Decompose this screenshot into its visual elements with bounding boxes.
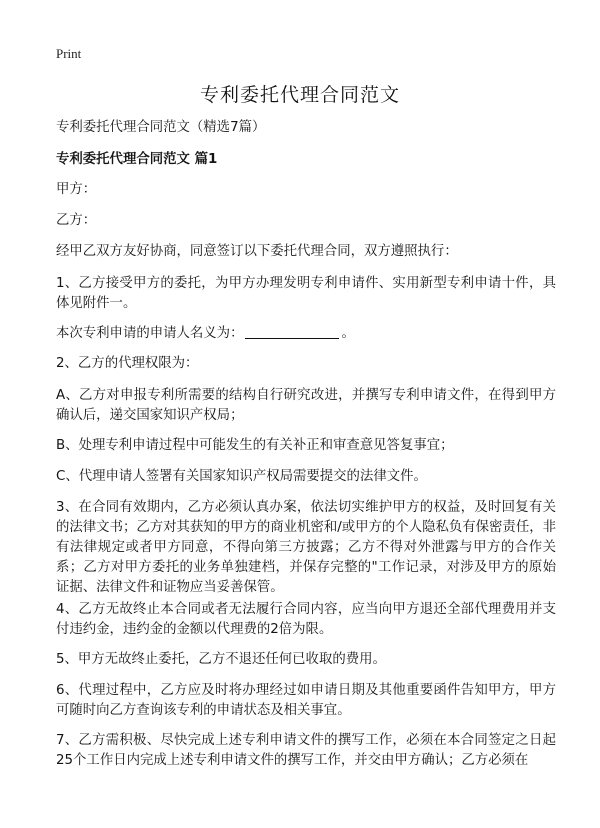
clause-2c: C、代理申请人签署有关国家知识产权局需要提交的法律文件。 <box>56 469 427 484</box>
applicant-suffix: 。 <box>341 326 355 341</box>
print-label[interactable]: Print <box>56 46 82 61</box>
clause-2: 2、乙方的代理权限为： <box>56 356 199 371</box>
intro-paragraph: 经甲乙双方友好协商，同意签订以下委托代理合同，双方遵照执行： <box>56 244 458 259</box>
party-a-line: 甲方： <box>56 182 97 197</box>
document-title: 专利委托代理合同范文 <box>199 84 400 106</box>
clause-2a: A、乙方对申报专利所需要的结构自行研究改进，并撰写专利申请文件，在得到甲方确认后，递交国家知识产权局； <box>56 388 556 423</box>
clause-5: 5、甲方无故终止委托，乙方不退还任何已收取的费用。 <box>56 652 386 667</box>
clause-7: 7、乙方需积极、尽快完成上述专利申请文件的撰写工作，必须在本合同签定之日起25个工作日内完成上述专利申请文件的撰写工作，并交由甲方确认；乙方必须在 <box>56 733 556 768</box>
clause-1: 1、乙方接受甲方的委托，为甲方办理发明专利申请件、实用新型专利申请十件，具体见附件一。 <box>56 276 556 311</box>
applicant-prefix: 本次专利申请的申请人名义为： <box>56 326 244 341</box>
applicant-line <box>56 324 556 344</box>
document-subtitle: 专利委托代理合同范文（精选7篇） <box>56 120 266 135</box>
clause-4: 4、乙方无故终止本合同或者无法履行合同内容，应当向甲方退还全部代理费用并支付违约金，违约金的金额以代理费的2倍为限。 <box>56 602 556 637</box>
applicant-blank <box>245 324 339 339</box>
section-heading: 专利委托代理合同范文 篇1 <box>56 152 218 167</box>
clause-6: 6、代理过程中，乙方应及时将办理经过如申请日期及其他重要函件告知甲方，甲方可随时向乙方查询该专利的申请状态及相关事宜。 <box>56 683 556 718</box>
clause-2b: B、处理专利申请过程中可能发生的有关补正和审查意见答复事宜； <box>56 438 454 453</box>
clause-3: 3、在合同有效期内，乙方必须认真办案，依法切实维护甲方的权益，及时回复有关的法律文书；乙方对其获知的甲方的商业机密和/或甲方的个人隐私负有保密责任，非有法律规定或者甲方同意，不得向第三方披露；乙方不得对外泄露与甲方的合作关系；乙方对甲方委托的业务单独建档，并保存完整的"工作记录，对涉及甲方的原始证据、法律文件和证物应当妥善保管。 <box>56 500 556 595</box>
party-b-line: 乙方： <box>56 213 97 228</box>
